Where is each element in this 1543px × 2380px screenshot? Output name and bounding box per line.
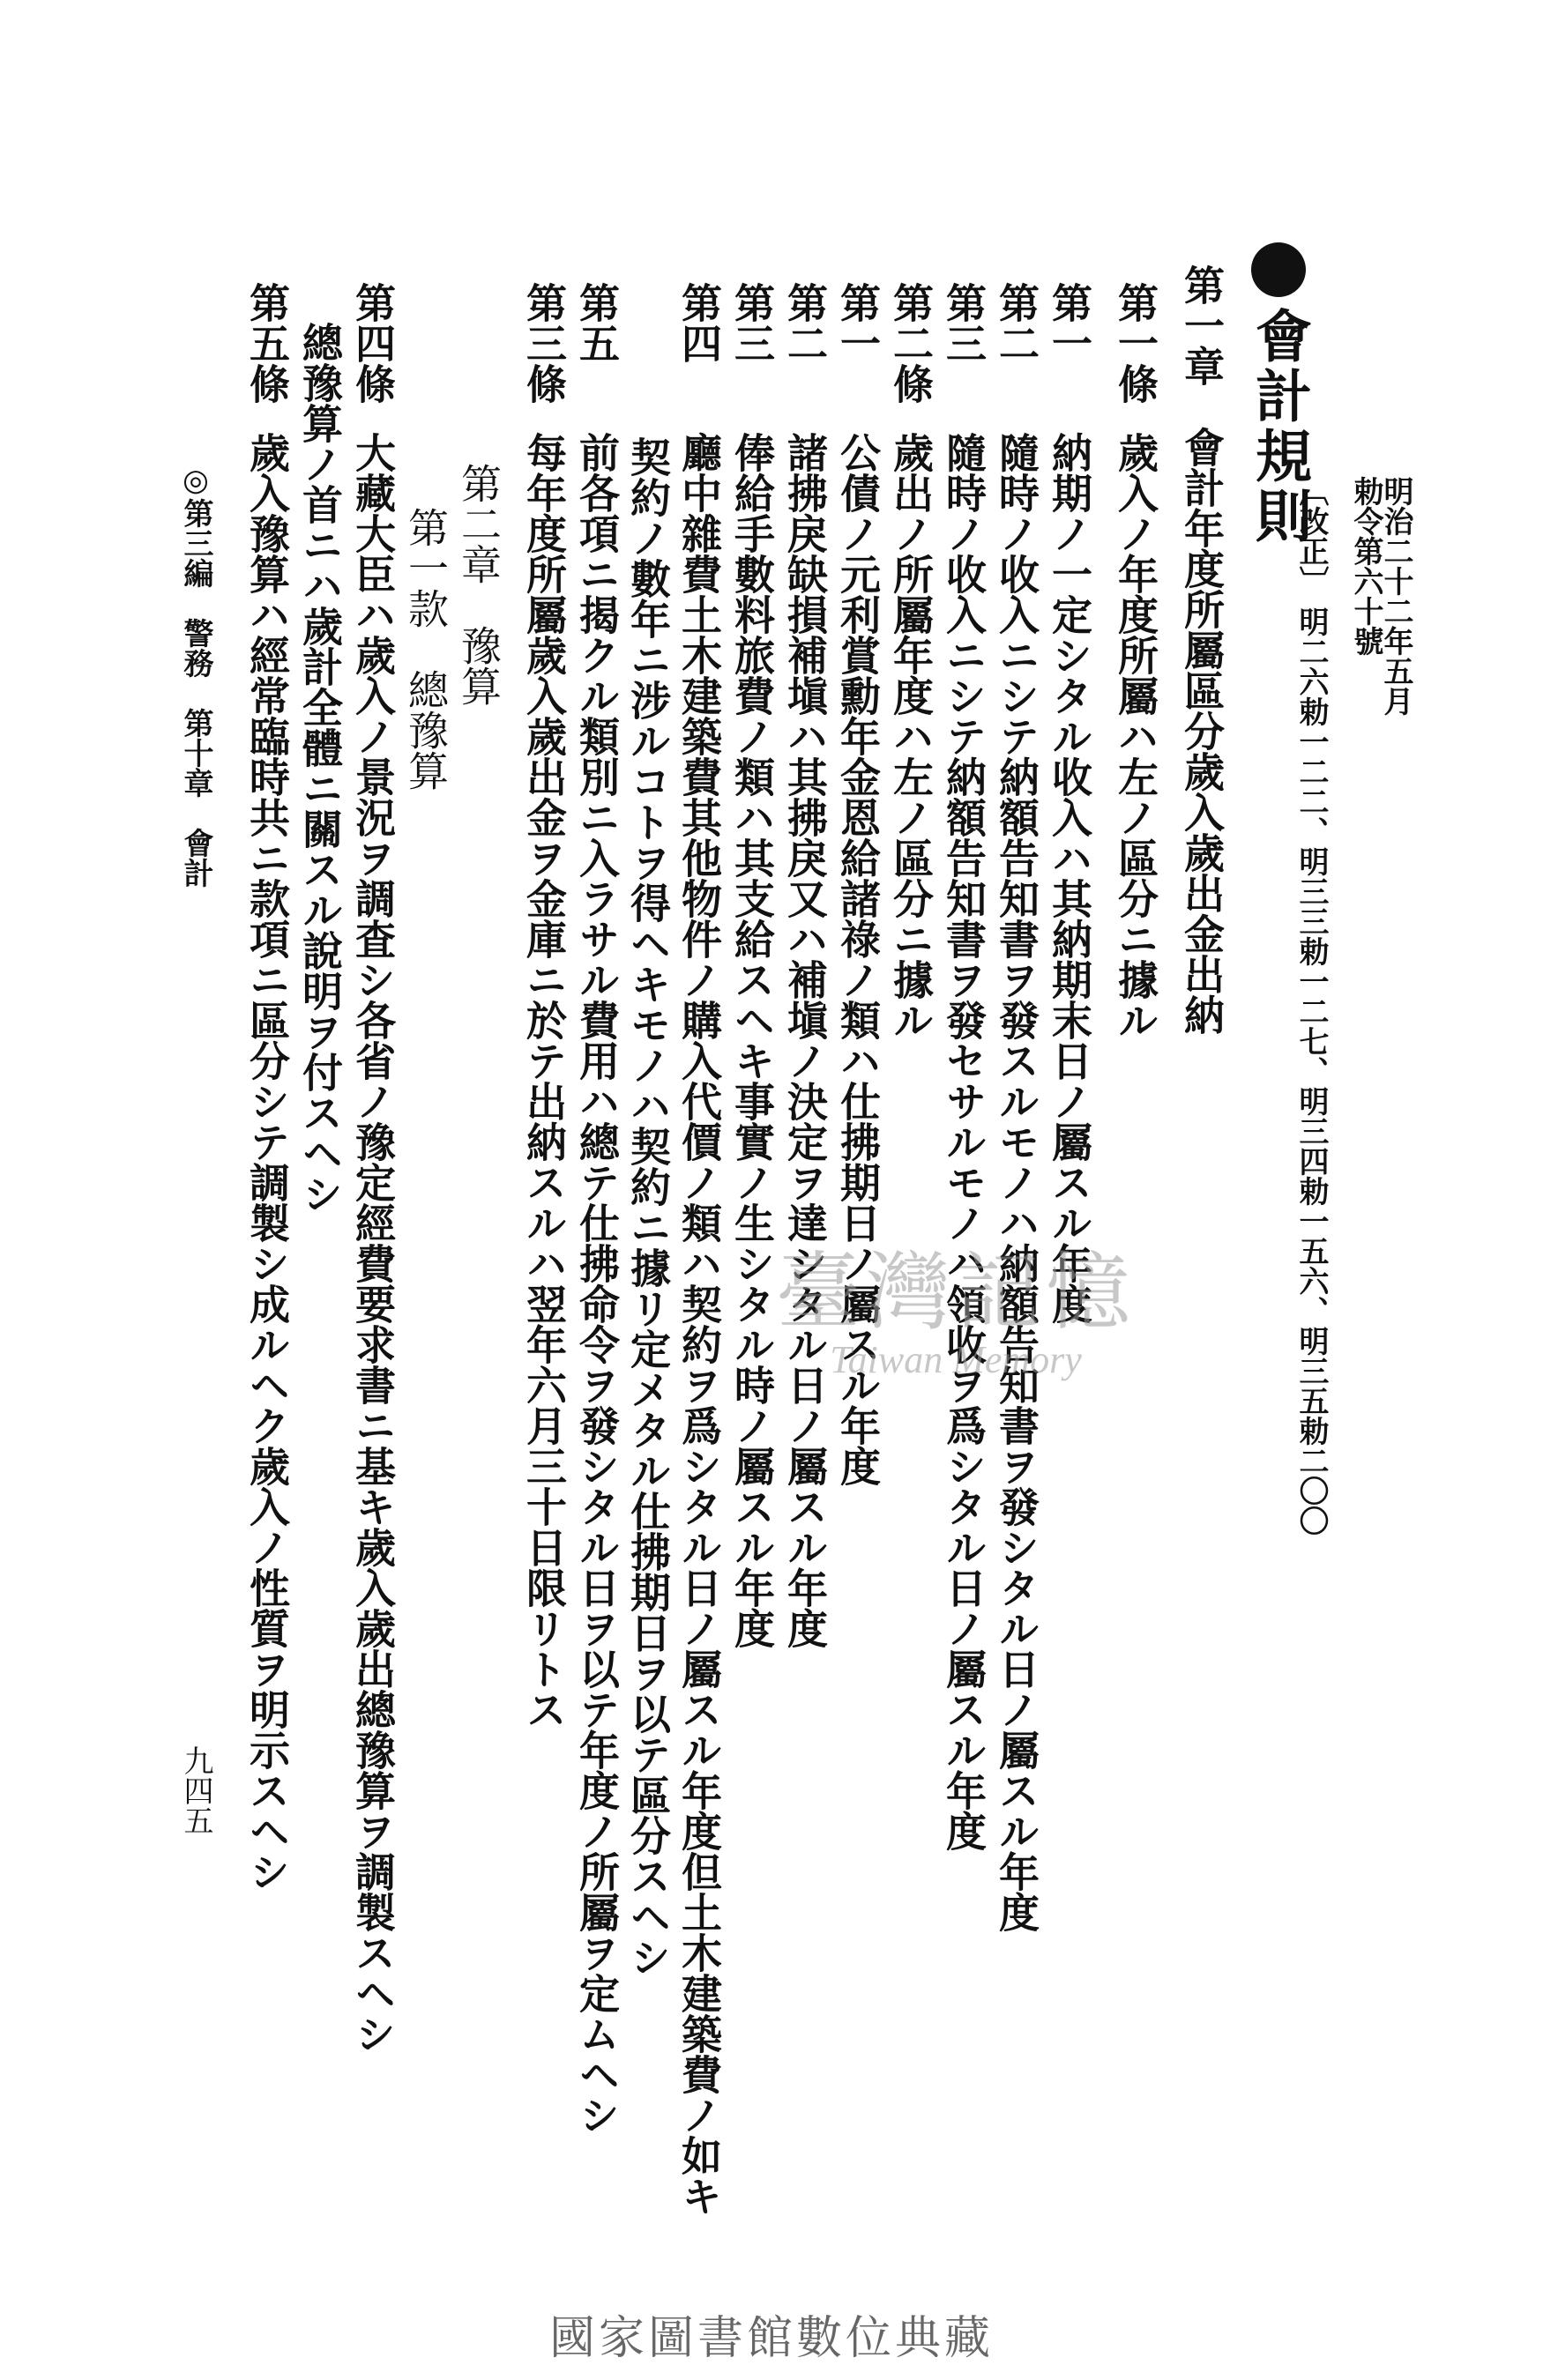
- chapter-1-heading: 第一章 會計年度所屬區分歲入歲出金出納: [1178, 264, 1226, 1035]
- article-3: 第三條每年度所屬歲入歲出金ヲ金庫ニ於テ出納スルハ翌年六月三十日限リトス: [520, 282, 568, 1729]
- article-2-item-4-continued: 契約ノ數年ニ涉ルコトヲ得ヘキモノハ契約ニ據リ定メタル仕拂期日ヲ以テ區分スヘシ: [624, 436, 672, 1977]
- title-bullet-icon: [1251, 242, 1306, 297]
- section-1-heading: 第一款 總豫算: [402, 507, 450, 791]
- article-2-item-2: 第二諸拂戾缺損補塡ハ其拂戾又ハ補塡ノ決定ヲ達シタル日ノ屬スル年度: [781, 282, 829, 1648]
- article-2: 第二條歲出ノ所屬年度ハ左ノ區分ニ據ル: [887, 282, 935, 1040]
- amendment-note: 〔改正〕 明二六勅一二二、明三三勅一二七、明三四勅一五六、明三五勅二〇〇: [1293, 476, 1329, 1536]
- article-2-item-3: 第三俸給手數料旅費ノ類ハ其支給スヘキ事實ノ生シタル時ノ屬スル年度: [728, 282, 776, 1648]
- page-title: 會計規則: [1246, 307, 1312, 547]
- chapter-2-heading: 第二章 豫算: [455, 463, 503, 706]
- page-number: 九四五: [178, 1745, 213, 1835]
- article-2-item-1: 第一公債ノ元利賞勳年金恩給諸祿ノ類ハ仕拂期日ノ屬スル年度: [834, 282, 882, 1486]
- article-5: 第五條歲入豫算ハ經常臨時共ニ款項ニ區分シテ調製シ成ルヘク歲入ノ性質ヲ明示スヘシ: [243, 282, 291, 1892]
- article-1-item-2: 第二隨時ノ收入ニシテ納額告知書ヲ發スルモノハ納額告知書ヲ發シタル日ノ屬スル年度: [993, 282, 1040, 1932]
- article-2-item-5: 第五前各項ニ揭クル類別ニ入ラサル費用ハ總テ仕拂命令ヲ發シタル日ヲ以テ年度ノ所屬ヲ定ムヘシ: [573, 282, 621, 2135]
- article-2-item-4: 第四廳中雜費土木建築費其他物件ノ購入代價ノ類ハ契約ヲ爲シタル日ノ屬スル年度但土木建築費ノ如キ: [675, 282, 723, 2216]
- article-1-item-3: 第三隨時ノ收入ニシテ納額告知書ヲ發セサルモノハ領收ヲ爲シタル日ノ屬スル年度: [940, 282, 988, 1851]
- article-4: 第四條大藏大臣ハ歲入ノ景況ヲ調査シ各省ノ豫定經費要求書ニ基キ歲入歲出總豫算ヲ調製スヘシ: [349, 282, 397, 2054]
- running-section: ◎第三編 警務 第十章 會計: [178, 463, 213, 888]
- watermark-chinese: 臺灣記憶: [776, 1243, 1136, 1342]
- article-1-item-1: 第一納期ノ一定シタル收入ハ其納期末日ノ屬スル年度: [1046, 282, 1093, 1324]
- watermark-english: Taiwan Memory: [830, 1338, 1082, 1381]
- archive-label: 國家圖書館數位典藏: [548, 2312, 994, 2365]
- article-4-note: 總豫算ノ首ニハ歲計全體ニ關スル說明ヲ付スヘシ: [296, 322, 344, 1214]
- enactment-note: 明治二十二年五月 勅令第六十號: [1348, 476, 1413, 716]
- watermark: [776, 1225, 1136, 1382]
- article-1: 第一條歲入ノ年度所屬ハ左ノ區分ニ據ル: [1112, 282, 1159, 1040]
